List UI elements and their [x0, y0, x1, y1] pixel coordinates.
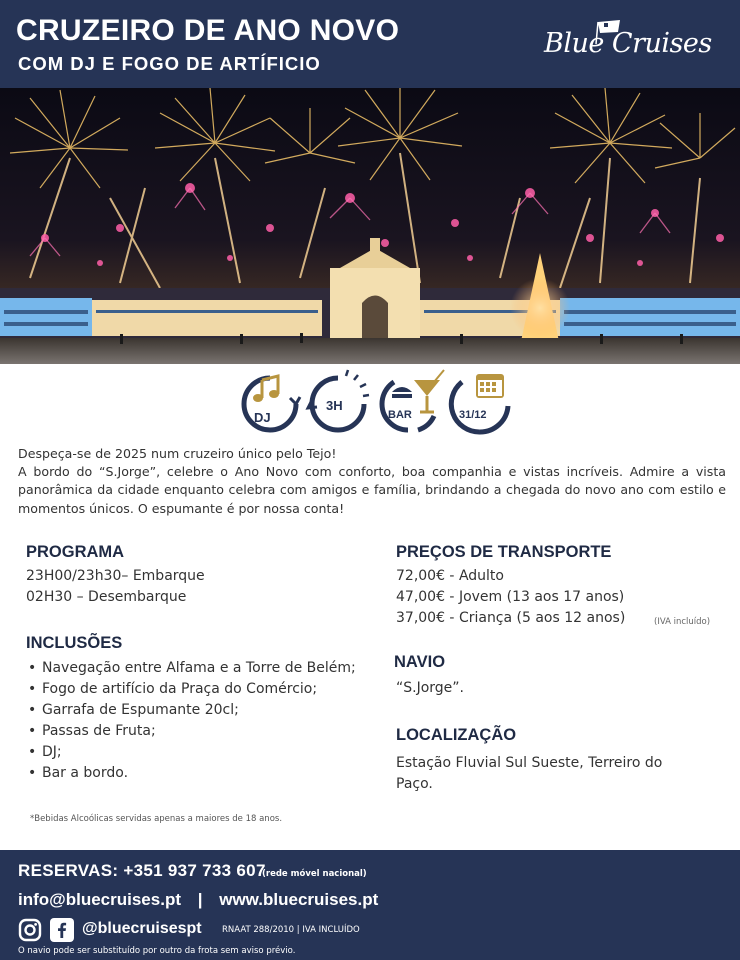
feature-date: [446, 366, 516, 438]
blue-cruises-logo: [538, 18, 728, 74]
cocktail-icon: [374, 366, 448, 438]
separator: |: [197, 890, 203, 909]
price-item: 47,00€ - Jovem (13 aos 17 anos): [396, 589, 625, 605]
feature-dj: [236, 366, 306, 438]
contacts-line: [18, 890, 378, 910]
localizacao-title: LOCALIZAÇÃO: [396, 726, 517, 744]
feature-bar-label: BAR: [388, 409, 412, 421]
iva-note: (IVA incluído): [654, 617, 711, 627]
navio-value: “S.Jorge”.: [396, 680, 464, 696]
inclusoes-title: INCLUSÕES: [26, 634, 123, 652]
page-title: CRUZEIRO DE ANO NOVO: [16, 14, 400, 47]
programa-item: 23H00/23h30– Embarque: [26, 568, 205, 584]
programa-title: PROGRAMA: [26, 543, 125, 561]
price-item: 37,00€ - Criança (5 aos 12 anos): [396, 610, 626, 626]
intro-line1: Despeça-se de 2025 num cruzeiro único pelo Tejo!: [18, 446, 337, 461]
clock-icon: [304, 366, 374, 438]
feature-duration: [304, 366, 374, 438]
feature-date-label: 31/12: [459, 409, 487, 421]
substitution-note: O navio pode ser substituído por outro da frota sem aviso prévio.: [18, 946, 296, 956]
intro-paragraph: A bordo do “S.Jorge”, celebre o Ano Novo com conforto, boa companhia e vistas incríveis. Admire a vista panorâmica da cidade enquanto celebra com amigos e família, brindando a chegada do novo ano com estilo e momentos únicos. O espumante é por nossa conta!: [18, 464, 726, 516]
inclusoes-list: [26, 658, 376, 784]
page-subtitle: COM DJ E FOGO DE ARTÍFICIO: [18, 53, 321, 74]
social-handle[interactable]: @bluecruisespt: [82, 920, 202, 937]
website-link[interactable]: www.bluecruises.pt: [219, 890, 379, 909]
feature-bar: [374, 366, 444, 438]
feature-icons: [232, 366, 522, 438]
list-item: • Fogo de artifício da Praça do Comércio;: [26, 679, 376, 700]
instagram-icon[interactable]: [18, 918, 42, 942]
navio-title: NAVIO: [394, 653, 446, 671]
localizacao-value: Estação Fluvial Sul Sueste, Terreiro do: [396, 755, 663, 771]
list-item: • Bar a bordo.: [26, 763, 376, 784]
list-item: • Passas de Fruta;: [26, 721, 376, 742]
alcohol-disclaimer: *Bebidas Alcoólicas servidas apenas a maiores de 18 anos.: [30, 814, 283, 824]
footer-bar: [0, 850, 740, 960]
list-item: • DJ;: [26, 742, 376, 763]
facebook-icon[interactable]: [50, 918, 74, 942]
feature-duration-label: 3H: [326, 398, 343, 413]
list-item: • Garrafa de Espumante 20cl;: [26, 700, 376, 721]
price-item: 72,00€ - Adulto: [396, 568, 504, 584]
hero-image-fireworks: [0, 88, 740, 364]
rnaat-note: RNAAT 288/2010 | IVA INCLUÍDO: [222, 925, 360, 935]
feature-dj-label: DJ: [254, 410, 271, 425]
localizacao-value: Paço.: [396, 776, 433, 792]
reservas-note: (rede móvel nacional): [262, 869, 367, 879]
logo-text: Blue Cruises: [544, 28, 712, 59]
calendar-icon: [446, 366, 516, 438]
list-item: • Navegação entre Alfama e a Torre de Belém;: [26, 658, 376, 679]
music-note-icon: [236, 366, 306, 438]
reservas-phone[interactable]: RESERVAS: +351 937 733 607: [18, 861, 266, 880]
email-link[interactable]: info@bluecruises.pt: [18, 890, 181, 909]
header-bar: [0, 0, 740, 88]
intro-text: [18, 445, 726, 518]
programa-item: 02H30 – Desembarque: [26, 589, 187, 605]
precos-title: PREÇOS DE TRANSPORTE: [396, 543, 612, 561]
social-row: [18, 918, 438, 942]
